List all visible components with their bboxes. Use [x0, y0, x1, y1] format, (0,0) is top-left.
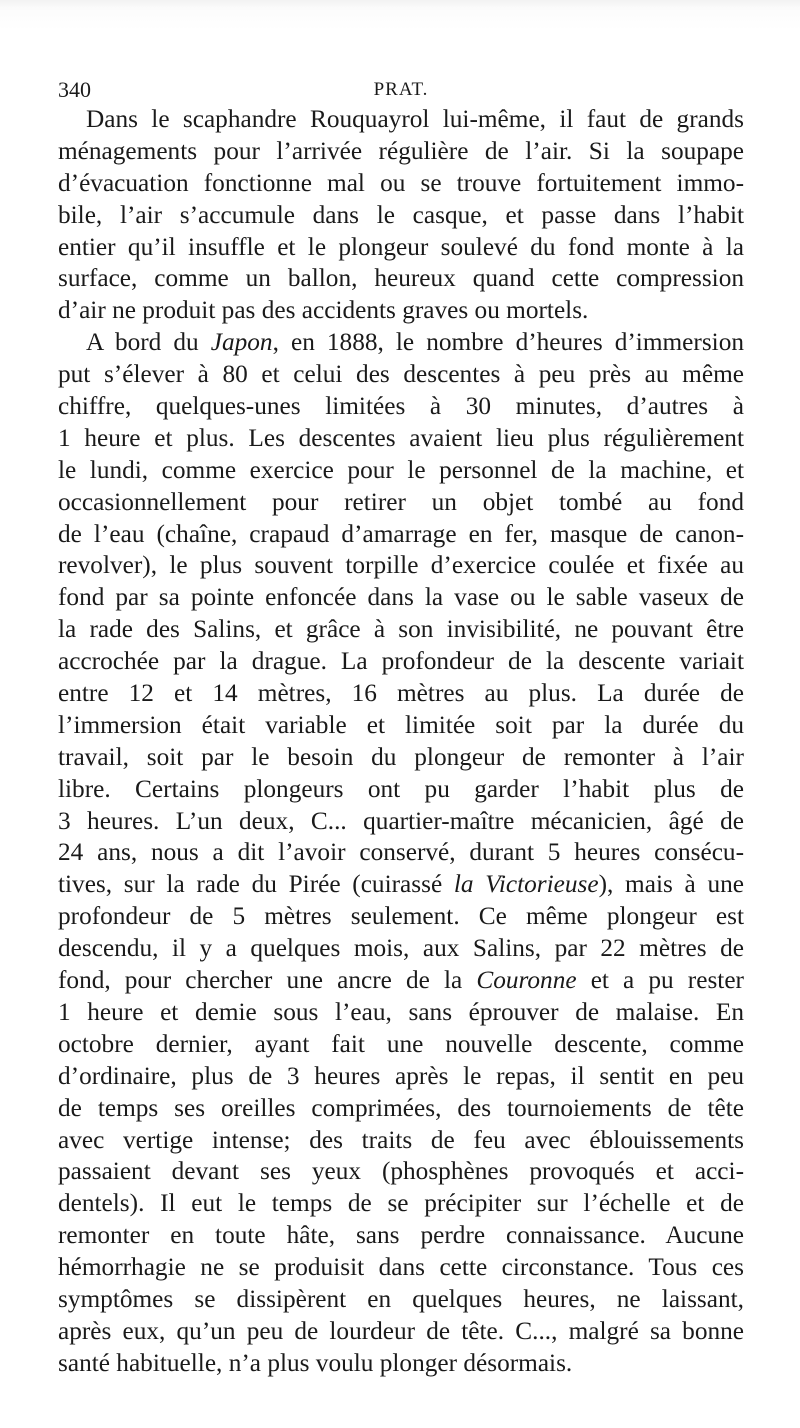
- text-line: A bord du Japon, en 1888, le nombre d’heures d’immersion: [86, 328, 745, 357]
- text-line: remonter en toute hâte, sans perdre connaissance. Aucune: [58, 1221, 744, 1250]
- text-line: bile, l’air s’accumule dans le casque, et passe dans l’habit: [58, 200, 744, 229]
- ship-name: Couronne: [476, 966, 577, 995]
- text-line: libre. Certains plongeurs ont pu garder l’habit plus de: [58, 774, 744, 803]
- text-line: entier qu’il insuffle et le plongeur soulevé du fond monte à la: [58, 232, 744, 261]
- text-line: Dans le scaphandre Rouquayrol lui-même, il faut de grands: [86, 105, 744, 133]
- text-line: d’évacuation fonctionne mal ou se trouve fortuitement immo-: [58, 168, 744, 197]
- text-line: fond par sa pointe enfoncée dans la vase ou le sable vaseux de: [58, 583, 744, 612]
- text-line: d’air ne produit pas des accidents graves ou mortels.: [58, 296, 589, 325]
- text-line: put s’élever à 80 et celui des descentes à peu près au même: [58, 360, 744, 389]
- text-line: 1 heure et demie sous l’eau, sans éprouver de malaise. En: [58, 997, 744, 1026]
- body-text: [58, 104, 744, 1380]
- text-line: entre 12 et 14 mètres, 16 mètres au plus. La durée de: [58, 679, 744, 708]
- text-line: fond, pour chercher une ancre de la Couronne et a pu rester: [58, 966, 744, 995]
- text-line: occasionnellement pour retirer un objet tombé au fond: [58, 487, 744, 516]
- running-title: PRAT.: [373, 79, 429, 100]
- text-line: de l’eau (chaîne, crapaud d’amarrage en fer, masque de canon-: [58, 519, 744, 548]
- text-line: santé habituelle, n’a plus voulu plonger désormais.: [58, 1348, 573, 1377]
- text-line: hémorrhagie ne se produisit dans cette circonstance. Tous ces: [58, 1253, 744, 1282]
- text-line: passaient devant ses yeux (phosphènes provoqués et acci-: [58, 1157, 744, 1186]
- text-line: revolver), le plus souvent torpille d’exercice coulée et fixée au: [58, 551, 744, 580]
- text-line: 1 heure et plus. Les descentes avaient lieu plus régulièrement: [58, 423, 744, 452]
- text-line: avec vertige intense; des traits de feu avec éblouissements: [58, 1125, 744, 1154]
- text-line: travail, soit par le besoin du plongeur de remonter à l’air: [58, 742, 744, 771]
- text-line: après eux, qu’un peu de lourdeur de tête. C..., malgré sa bonne: [58, 1316, 744, 1345]
- text-line: la rade des Salins, et grâce à son invisibilité, ne pouvant être: [58, 615, 744, 644]
- text-line: 24 ans, nous a dit l’avoir conservé, durant 5 heures consécu-: [58, 838, 744, 867]
- text-line: profondeur de 5 mètres seulement. Ce même plongeur est: [58, 902, 744, 931]
- text-line: le lundi, comme exercice pour le personnel de la machine, et: [58, 455, 744, 484]
- text-line: de temps ses oreilles comprimées, des tournoiements de tête: [58, 1093, 744, 1122]
- text-line: dentels). Il eut le temps de se précipiter sur l’échelle et de: [58, 1189, 744, 1218]
- text-line: ménagements pour l’arrivée régulière de l’air. Si la soupape: [58, 136, 744, 165]
- text-line: symptômes se dissipèrent en quelques heures, ne laissant,: [58, 1284, 744, 1313]
- text-line: surface, comme un ballon, heureux quand cette compression: [58, 264, 744, 293]
- text-line: accrochée par la drague. La profondeur de la descente variait: [58, 647, 744, 676]
- ship-name: Japon: [210, 328, 273, 357]
- text-line: d’ordinaire, plus de 3 heures après le repas, il sentit en peu: [58, 1061, 744, 1090]
- text-line: l’immersion était variable et limitée soit par la durée du: [58, 710, 744, 739]
- text-line: descendu, il y a quelques mois, aux Salins, par 22 mètres de: [58, 934, 744, 963]
- text-line: 3 heures. L’un deux, C... quartier-maître mécanicien, âgé de: [58, 806, 744, 835]
- text-line: octobre dernier, ayant fait une nouvelle descente, comme: [58, 1029, 744, 1058]
- ship-name: la Victorieuse: [453, 870, 599, 899]
- text-line: chiffre, quelques-unes limitées à 30 minutes, d’autres à: [58, 392, 744, 421]
- text-line: tives, sur la rade du Pirée (cuirassé la Victorieuse), mais à une: [58, 870, 744, 899]
- page-number: 340: [58, 77, 91, 102]
- page-header: [58, 72, 744, 108]
